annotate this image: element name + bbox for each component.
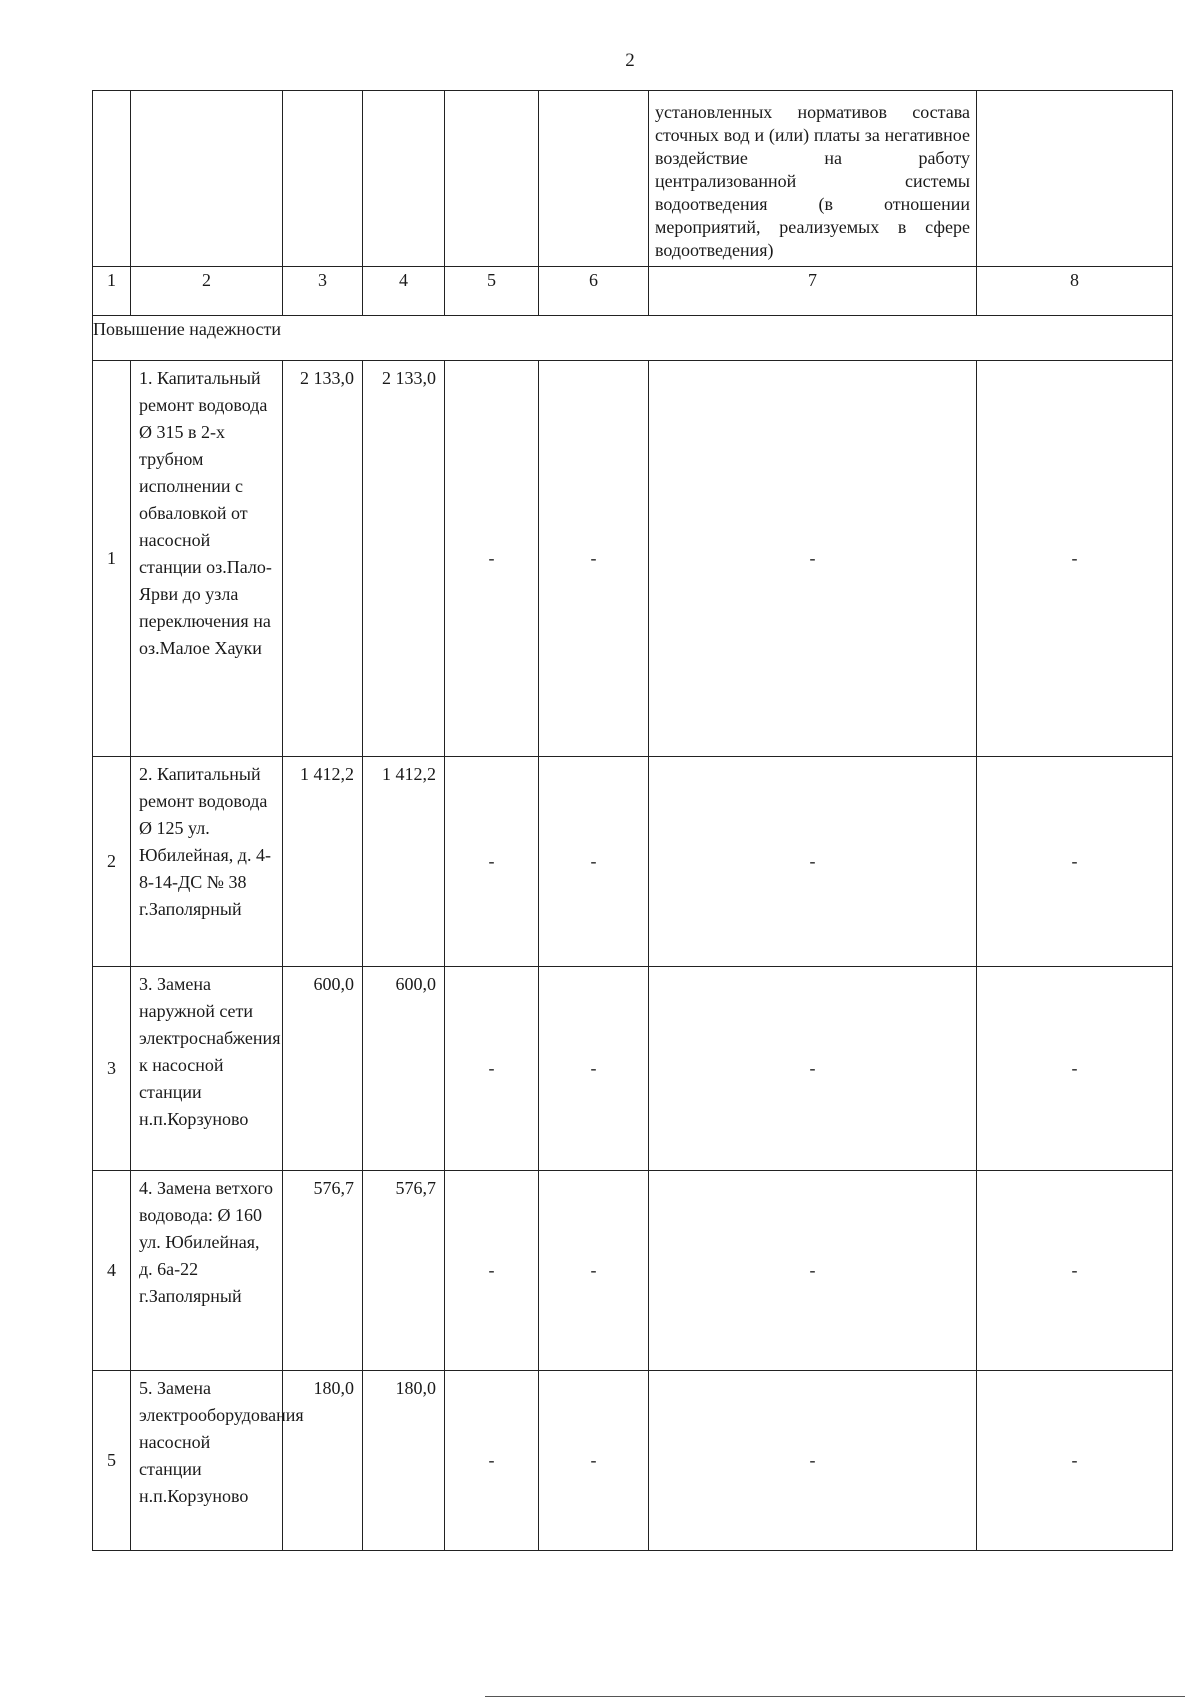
row-col4-value: 1 412,2 [363, 757, 445, 967]
header-cell-1 [93, 91, 131, 267]
row-col4-value: 180,0 [363, 1371, 445, 1551]
row-col7-value: - [649, 757, 977, 967]
row-col7-value: - [649, 1371, 977, 1551]
column-number: 6 [539, 267, 649, 316]
row-col8-value: - [977, 1371, 1173, 1551]
header-cell-8 [977, 91, 1173, 267]
row-col8-value: - [977, 1171, 1173, 1371]
table-row [93, 1171, 1173, 1371]
row-col3-value: 576,7 [283, 1171, 363, 1371]
table-row [93, 361, 1173, 757]
row-col8-value: - [977, 361, 1173, 757]
footer-divider [485, 1696, 1185, 1697]
data-table [92, 90, 1173, 1551]
header-continuation-text: установленных нормативов состава сточных вод и (или) платы за негативное воздействие на работу централизованной системы водоотведения (в отношении мероприятий, реализуемых в сфере водоотведения) [655, 102, 970, 260]
column-number: 1 [93, 267, 131, 316]
row-col3-value: 1 412,2 [283, 757, 363, 967]
row-index: 1 [93, 361, 131, 757]
row-col4-value: 2 133,0 [363, 361, 445, 757]
row-col5-value: - [445, 1371, 539, 1551]
row-name: 1. Капитальный ремонт водовода Ø 315 в 2-х трубном исполнении с обваловкой от насосной станции оз.Пало-Ярви до узла переключения на оз.Малое Хауки [131, 361, 283, 757]
row-col3-value: 600,0 [283, 967, 363, 1171]
header-cell-2 [131, 91, 283, 267]
row-col6-value: - [539, 361, 649, 757]
row-col5-value: - [445, 967, 539, 1171]
header-cell-3 [283, 91, 363, 267]
row-name: 3. Замена наружной сети электроснабжения к насосной станции н.п.Корзуново [131, 967, 283, 1171]
column-number: 2 [131, 267, 283, 316]
row-index: 5 [93, 1371, 131, 1551]
header-cell-6 [539, 91, 649, 267]
table-row [93, 967, 1173, 1171]
row-col8-value: - [977, 967, 1173, 1171]
column-number-row [93, 267, 1173, 316]
row-col3-value: 2 133,0 [283, 361, 363, 757]
row-col5-value: - [445, 361, 539, 757]
row-col4-value: 600,0 [363, 967, 445, 1171]
header-cell-5 [445, 91, 539, 267]
row-col4-value: 576,7 [363, 1171, 445, 1371]
header-continuation-row [93, 91, 1173, 267]
page-number: 2 [625, 50, 635, 71]
column-number: 5 [445, 267, 539, 316]
column-number: 8 [977, 267, 1173, 316]
row-col6-value: - [539, 1171, 649, 1371]
section-row [93, 316, 1173, 361]
row-col7-value: - [649, 1171, 977, 1371]
row-col6-value: - [539, 967, 649, 1171]
row-col3-value: 180,0 [283, 1371, 363, 1551]
row-name: 4. Замена ветхого водовода: Ø 160 ул. Юбилейная, д. 6а-22 г.Заполярный [131, 1171, 283, 1371]
row-name: 5. Замена электрооборудования насосной станции н.п.Корзуново [131, 1371, 283, 1551]
row-col8-value: - [977, 757, 1173, 967]
column-number: 4 [363, 267, 445, 316]
row-col6-value: - [539, 1371, 649, 1551]
row-index: 4 [93, 1171, 131, 1371]
row-index: 3 [93, 967, 131, 1171]
column-number: 3 [283, 267, 363, 316]
row-col5-value: - [445, 1171, 539, 1371]
row-index: 2 [93, 757, 131, 967]
row-col6-value: - [539, 757, 649, 967]
row-col7-value: - [649, 361, 977, 757]
column-number: 7 [649, 267, 977, 316]
row-col7-value: - [649, 967, 977, 1171]
header-cell-4 [363, 91, 445, 267]
header-cell-7 [649, 91, 977, 267]
table-row [93, 757, 1173, 967]
table-row [93, 1371, 1173, 1551]
row-name: 2. Капитальный ремонт водовода Ø 125 ул. Юбилейная, д. 4-8-14-ДС № 38 г.Заполярный [131, 757, 283, 967]
row-col5-value: - [445, 757, 539, 967]
section-title: Повышение надежности [93, 316, 1173, 361]
